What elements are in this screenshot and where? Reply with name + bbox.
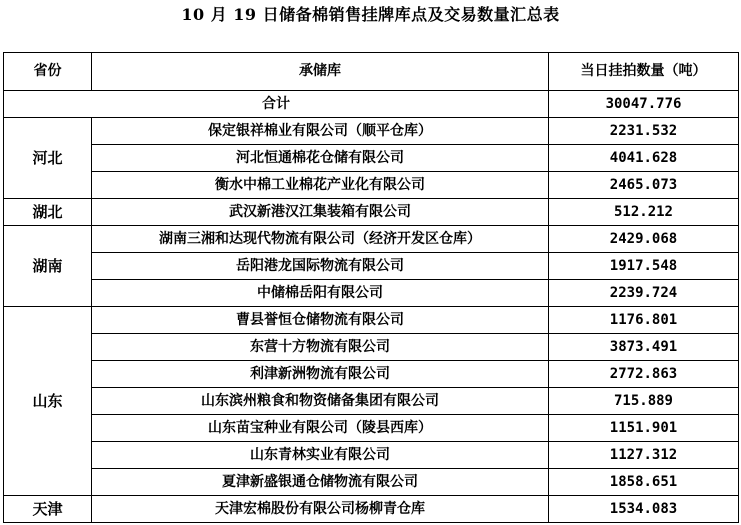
warehouse-cell: 岳阳港龙国际物流有限公司 (92, 253, 549, 280)
warehouse-cell: 武汉新港汉江集装箱有限公司 (92, 199, 549, 226)
quantity-cell: 2429.068 (549, 226, 739, 253)
quantity-cell: 2239.724 (549, 280, 739, 307)
warehouse-cell: 河北恒通棉花仓储有限公司 (92, 145, 549, 172)
table-row (4, 307, 739, 334)
warehouse-cell: 山东青林实业有限公司 (92, 442, 549, 469)
warehouse-cell: 保定银祥棉业有限公司（顺平仓库） (92, 118, 549, 145)
quantity-cell: 1534.083 (549, 496, 739, 523)
table-row (4, 253, 739, 280)
table-row (4, 280, 739, 307)
total-value: 30047.776 (549, 91, 739, 118)
total-label: 合计 (4, 91, 549, 118)
table-row (4, 361, 739, 388)
table-row (4, 199, 739, 226)
warehouse-cell: 中储棉岳阳有限公司 (92, 280, 549, 307)
province-cell: 河北 (4, 118, 92, 199)
warehouse-cell: 夏津新盛银通仓储物流有限公司 (92, 469, 549, 496)
summary-table (3, 52, 739, 523)
table-row (4, 145, 739, 172)
table-row (4, 172, 739, 199)
table-row (4, 334, 739, 361)
warehouse-cell: 东营十方物流有限公司 (92, 334, 549, 361)
table-body (4, 91, 739, 523)
table-row (4, 226, 739, 253)
page-title: 10 月 19 日储备棉销售挂牌库点及交易数量汇总表 (181, 5, 560, 24)
table-row (4, 496, 739, 523)
quantity-cell: 1917.548 (549, 253, 739, 280)
quantity-cell: 512.212 (549, 199, 739, 226)
table-row (4, 415, 739, 442)
quantity-cell: 2231.532 (549, 118, 739, 145)
quantity-cell: 1176.801 (549, 307, 739, 334)
quantity-cell: 4041.628 (549, 145, 739, 172)
province-cell: 天津 (4, 496, 92, 523)
province-cell: 湖南 (4, 226, 92, 307)
warehouse-cell: 衡水中棉工业棉花产业化有限公司 (92, 172, 549, 199)
table-row (4, 118, 739, 145)
table-row (4, 442, 739, 469)
quantity-cell: 1151.901 (549, 415, 739, 442)
quantity-cell: 715.889 (549, 388, 739, 415)
header-province: 省份 (4, 53, 92, 91)
table-row (4, 388, 739, 415)
warehouse-cell: 天津宏棉股份有限公司杨柳青仓库 (92, 496, 549, 523)
warehouse-cell: 曹县誉恒仓储物流有限公司 (92, 307, 549, 334)
quantity-cell: 1858.651 (549, 469, 739, 496)
warehouse-cell: 山东滨州粮食和物资储备集团有限公司 (92, 388, 549, 415)
quantity-cell: 1127.312 (549, 442, 739, 469)
header-warehouse: 承储库 (92, 53, 549, 91)
province-cell: 湖北 (4, 199, 92, 226)
quantity-cell: 2465.073 (549, 172, 739, 199)
warehouse-cell: 山东苗宝种业有限公司（陵县西库） (92, 415, 549, 442)
header-row (4, 53, 739, 91)
province-cell: 山东 (4, 307, 92, 496)
table-row (4, 469, 739, 496)
header-quantity: 当日挂拍数量（吨） (549, 53, 739, 91)
warehouse-cell: 利津新洲物流有限公司 (92, 361, 549, 388)
total-row (4, 91, 739, 118)
quantity-cell: 2772.863 (549, 361, 739, 388)
warehouse-cell: 湖南三湘和达现代物流有限公司（经济开发区仓库） (92, 226, 549, 253)
quantity-cell: 3873.491 (549, 334, 739, 361)
